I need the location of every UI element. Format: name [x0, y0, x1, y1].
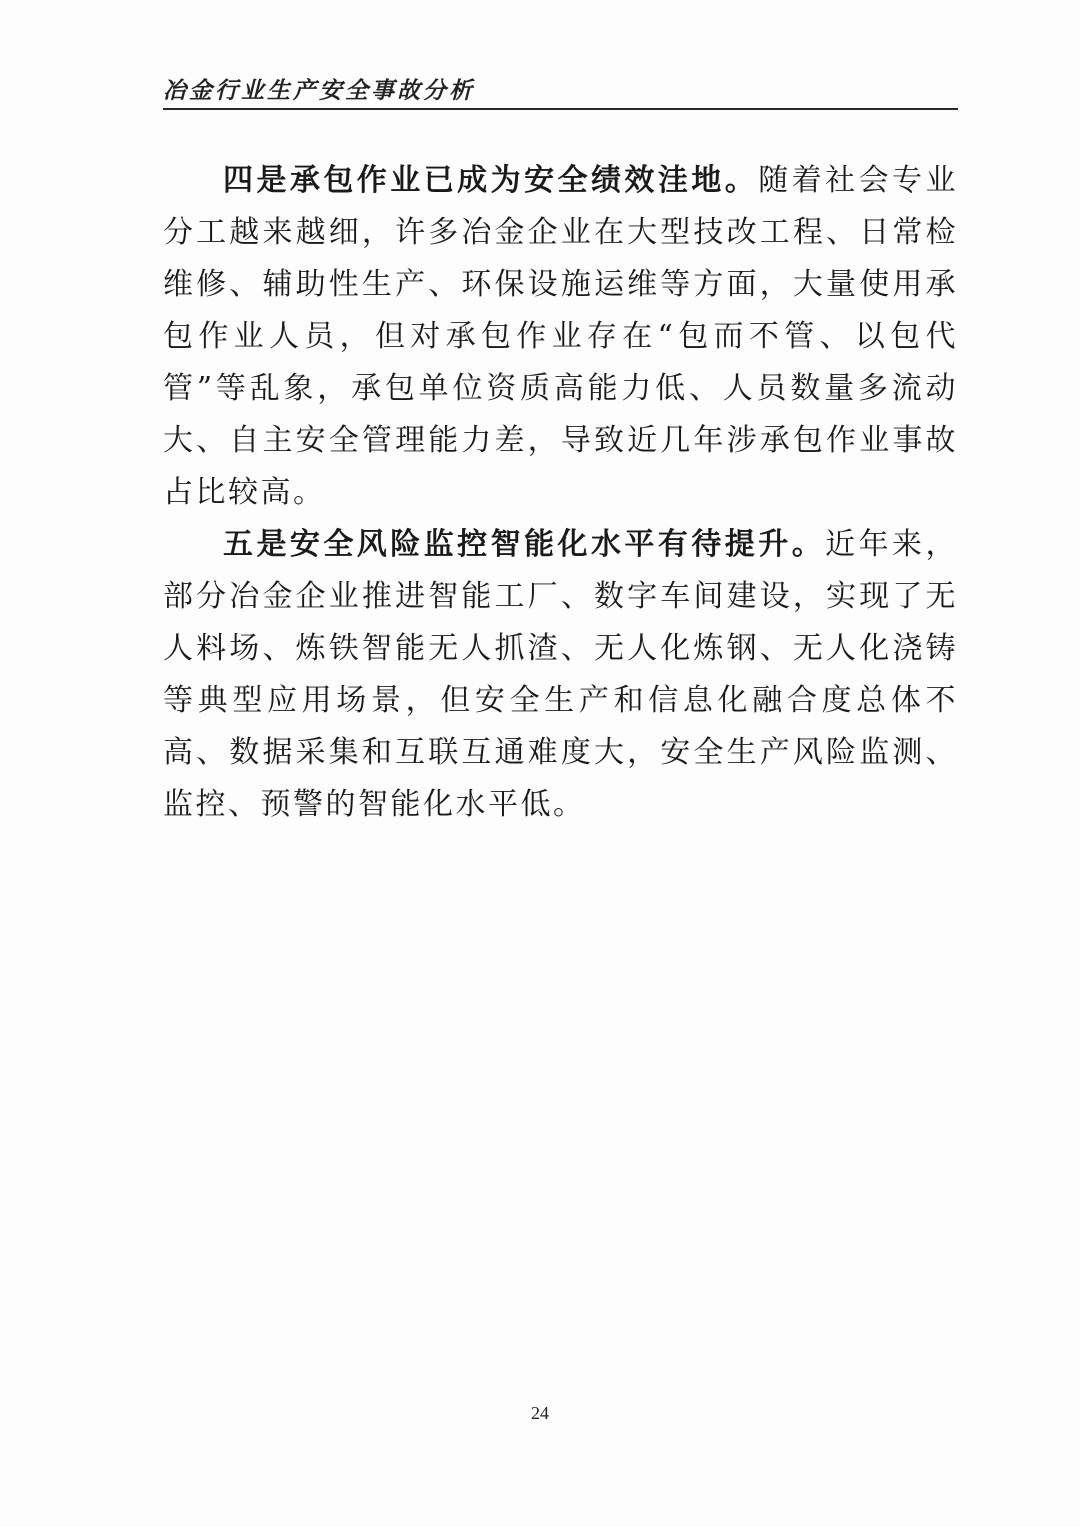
running-header: 冶金行业生产安全事故分析 — [163, 78, 475, 104]
paragraph-contracting — [163, 155, 958, 519]
paragraph-lead: 五是安全风险监控智能化水平有待提升。 — [223, 527, 826, 562]
paragraph-risk-monitoring — [163, 519, 958, 831]
header-rule — [163, 108, 958, 110]
paragraph-lead: 四是承包作业已成为安全绩效洼地。 — [223, 163, 759, 198]
body-text — [163, 155, 958, 831]
page-number: 24 — [531, 1403, 549, 1423]
paragraph-body: 随着社会专业分工越来越细，许多冶金企业在大型技改工程、日常检维修、辅助性生产、环保设施运维等方面，大量使用承包作业人员，但对承包作业存在“包而不管、以包代管”等乱象，承包单位资质高能力低、人员数量多流动大、自主安全管理能力差，导致近几年涉承包作业事故占比较高。 — [163, 163, 959, 510]
paragraph-body: 近年来，部分冶金企业推进智能工厂、数字车间建设，实现了无人料场、炼铁智能无人抓渣、无人化炼钢、无人化浇铸等典型应用场景，但安全生产和信息化融合度总体不高、数据采集和互联互通难度大，安全生产风险监测、监控、预警的智能化水平低。 — [163, 527, 959, 822]
